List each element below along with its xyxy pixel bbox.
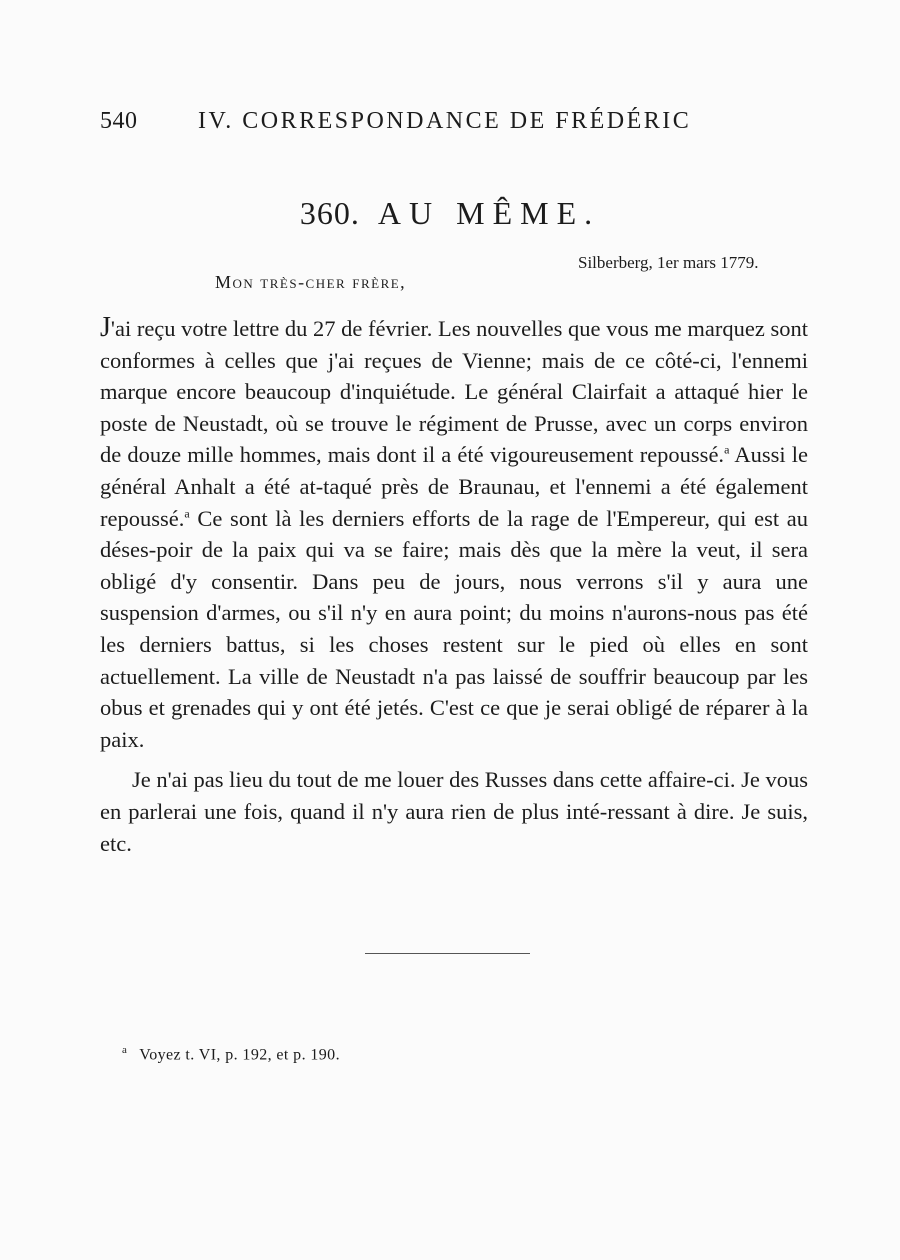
letter-heading <box>0 195 900 232</box>
letter-title: AU MÊME. <box>377 195 601 231</box>
letter-body <box>100 312 808 859</box>
initial-letter: J <box>100 312 111 343</box>
dateline: Silberberg, 1er mars 1779. <box>578 253 759 272</box>
separator-rule <box>365 953 530 954</box>
paragraph-1-text-a: 'ai reçu votre lettre du 27 de février. Les nouvelles que vous me marquez sont conformes à celles que j'ai reçues de Vienne; mais de ce côté-ci, l'ennemi marque encore beaucoup d'inquiétude. Le général Clairfait a attaqué hier le poste de Neustadt, où se trouve le régiment de Prusse, avec un corps environ de douze mille hommes, mais dont il a été vigoureusement repoussé. <box>100 316 808 468</box>
footnote <box>122 1044 340 1064</box>
running-head <box>100 108 691 135</box>
page-number: 540 <box>100 108 138 134</box>
footnote-mark: a <box>122 1044 128 1056</box>
footnote-text: Voyez t. VI, p. 192, et p. 190. <box>139 1046 340 1064</box>
paragraph-1-text-b: Aussi le général Anhalt a été at-taqué près de Braunau, et l'ennemi a été également repoussé. <box>100 442 808 531</box>
paragraph-1 <box>100 312 808 755</box>
paragraph-2: Je n'ai pas lieu du tout de me louer des Russes dans cette affaire-ci. Je vous en parlerai une fois, quand il n'y aura rien de plus inté-ressant à dire. Je suis, etc. <box>100 767 808 856</box>
footnote-reference: a <box>724 442 730 457</box>
running-title: IV. CORRESPONDANCE DE FRÉDÉRIC <box>198 108 692 134</box>
letter-number: 360. <box>299 195 360 231</box>
paragraph-1-text-c: Ce sont là les derniers efforts de la rage de l'Empereur, qui est au déses-poir de la paix qui va se faire; mais dès que la mère la veut, il sera obligé d'y consentir. Dans peu de jours, nous verrons s'il y aura une suspension d'armes, ou s'il n'y en aura point; du moins n'aurons-nous pas été les derniers battus, si les choses restent sur le pied où elles en sont actuellement. La ville de Neustadt n'a pas laissé de souffrir beaucoup par les obus et grenades qui y ont été jetés. C'est ce que je serai obligé de réparer à la paix. <box>100 505 808 752</box>
salutation: Mon très-cher frère, <box>215 272 407 292</box>
footnote-reference: a <box>184 506 190 521</box>
